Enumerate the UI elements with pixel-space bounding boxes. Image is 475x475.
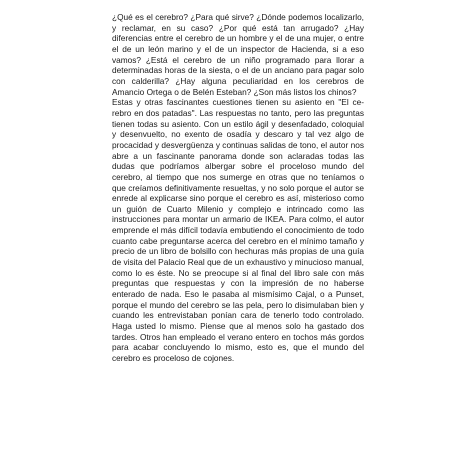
intro-questions-paragraph: ¿Qué es el cerebro? ¿Para qué sirve? ¿Dónde podemos localizarlo, y reclamar, en su caso? ¿Por qué está tan arrugado? ¿Hay diferencias entre el cerebro de un hombre y el de una mujer, o entre el de un león marino y el de un inspector de Hacienda, si a eso vamos? ¿Está el cerebro de un niño programado para llorar a determinadas horas de la siesta, o el de un anciano para pagar solo con calderilla? ¿Hay alguna peculiaridad en los cerebros de Amancio Ortega o de Belén Esteban? ¿Son más listos los chinos? [112, 12, 364, 97]
description-paragraph: Estas y otras fascinantes cuestiones tienen su asiento en "El cerebro en dos patadas". Las respuestas no tanto, pero las preguntas tienen todas su asiento. Con un estilo ágil y desenfadado, coloquial y desenvuelto, no exento de osadía y descaro y tal vez algo de procacidad y desvergüenza y continuas salidas de tono, el autor nos abre a un fascinante panorama donde son aclaradas todas las dudas que podríamos albergar sobre el proceloso mundo del cerebro, al tiempo que nos sumerge en otras que no teníamos o que creíamos definitivamente resueltas, y no solo porque el autor se enrede al explicarse sino porque el cerebro es así, misterioso como un guión de Cuarto Milenio y complejo e intrincado como las instrucciones para montar un armario de IKEA. Para colmo, el autor emprende el más difícil todavía embutiendo el conocimiento de todo cuanto cabe preguntarse acerca del cerebro en el mínimo tamaño y precio de un libro de bolsillo con hechuras más propias de una guía de visita del Palacio Real que de un exhaustivo y minucioso manual, como lo es éste. No se preocupe si al final del libro sale con más preguntas que respuestas y con la impresión de no haberse enterado de nada. Eso le pasaba al mismísimo Cajal, o a Punset, porque el mundo del cerebro se las pela, pero lo disimulaban bien y cuando les entrevistaban ponían cara de tenerlo todo controlado. Haga usted lo mismo. Piense que al menos solo ha gastado dos tardes. Otros han empleado el verano entero en tochos más gordos para acabar concluyendo lo mismo, esto es, que el mundo del cerebro es proceloso de cojones. [112, 97, 364, 363]
book-back-cover-text [112, 12, 364, 364]
